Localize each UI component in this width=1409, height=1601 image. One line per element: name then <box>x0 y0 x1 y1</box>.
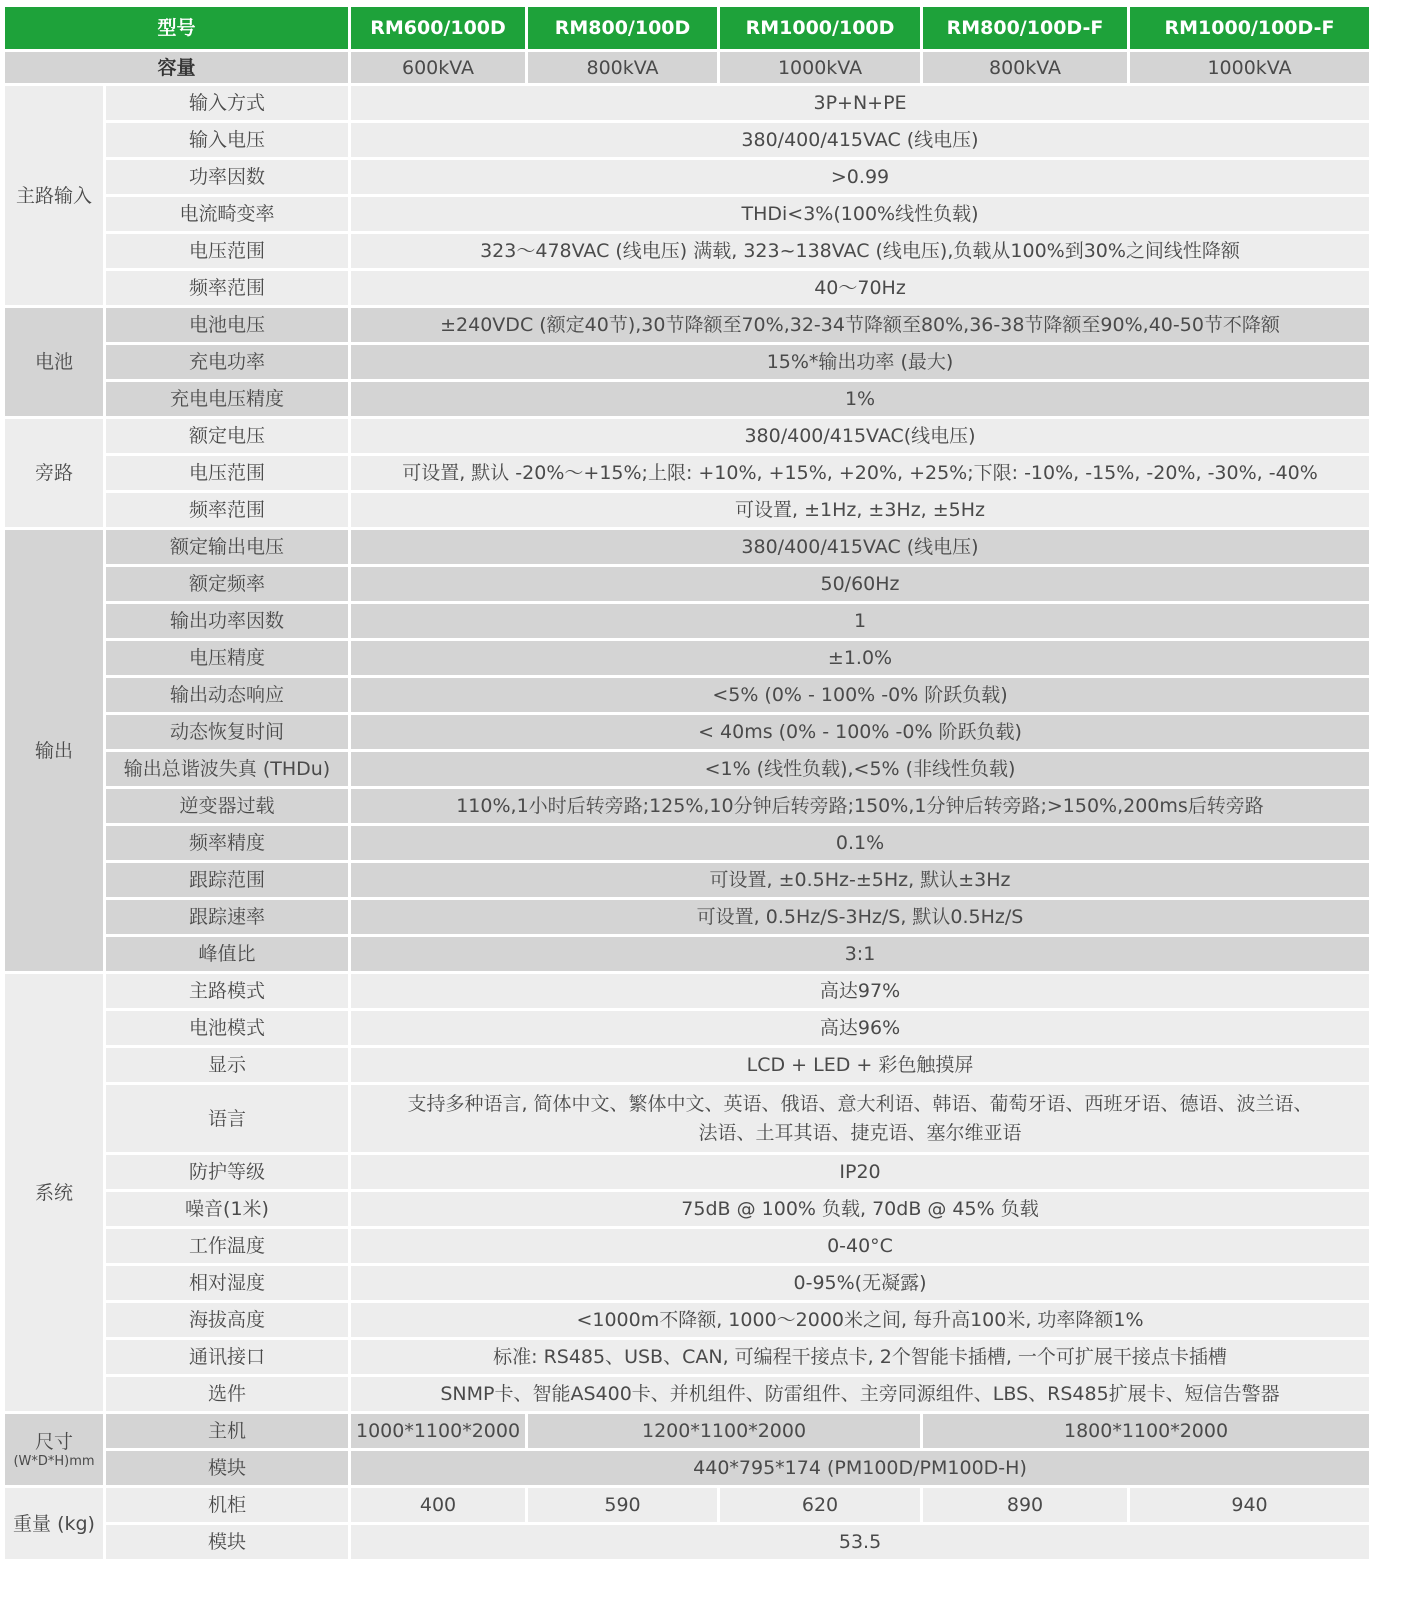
cabinet-weight-value: 590 <box>528 1488 717 1522</box>
spec-value: SNMP卡、智能AS400卡、并机组件、防雷组件、主旁同源组件、LBS、RS485扩展卡、短信告警器 <box>351 1377 1369 1411</box>
spec-row <box>5 123 1369 157</box>
spec-row <box>5 900 1369 934</box>
spec-value: <1000m不降额, 1000～2000米之间, 每升高100米, 功率降额1% <box>351 1303 1369 1337</box>
spec-value: 0.1% <box>351 826 1369 860</box>
language-line-2: 法语、土耳其语、捷克语、塞尔维亚语 <box>698 1121 1022 1144</box>
spec-row <box>5 715 1369 749</box>
spec-label: 功率因数 <box>106 160 348 194</box>
spec-label: 机柜 <box>106 1488 348 1522</box>
spec-label: 输入方式 <box>106 86 348 120</box>
spec-value: 1 <box>351 604 1369 638</box>
spec-row <box>5 382 1369 416</box>
spec-label: 防护等级 <box>106 1155 348 1189</box>
spec-label: 额定电压 <box>106 419 348 453</box>
spec-row <box>5 493 1369 527</box>
spec-row <box>5 1303 1369 1337</box>
model-header-4: RM800/100D-F <box>923 7 1127 49</box>
spec-row <box>5 1266 1369 1300</box>
spec-row <box>5 974 1369 1008</box>
group-label-main-input: 主路输入 <box>5 86 103 305</box>
spec-row <box>5 197 1369 231</box>
spec-label: 电池模式 <box>106 1011 348 1045</box>
spec-value: 标准: RS485、USB、CAN, 可编程干接点卡, 2个智能卡插槽, 一个可扩展干接点卡插槽 <box>351 1340 1369 1374</box>
spec-label: 充电功率 <box>106 345 348 379</box>
spec-row <box>5 1377 1369 1411</box>
group-label-weight: 重量 (kg) <box>5 1488 103 1559</box>
spec-value-language <box>351 1085 1369 1152</box>
capacity-value: 800kVA <box>528 52 717 83</box>
spec-row <box>5 419 1369 453</box>
spec-value: 50/60Hz <box>351 567 1369 601</box>
spec-value: 380/400/415VAC (线电压) <box>351 530 1369 564</box>
spec-label: 额定频率 <box>106 567 348 601</box>
group-label-system: 系统 <box>5 974 103 1411</box>
spec-label: 频率范围 <box>106 493 348 527</box>
spec-label: 频率范围 <box>106 271 348 305</box>
spec-row <box>5 345 1369 379</box>
model-header-1: RM600/100D <box>351 7 525 49</box>
spec-value: 1% <box>351 382 1369 416</box>
group-label-output: 输出 <box>5 530 103 971</box>
model-header-3: RM1000/100D <box>720 7 920 49</box>
spec-table-container <box>5 7 1369 1559</box>
spec-row <box>5 1048 1369 1082</box>
spec-label: 电压范围 <box>106 234 348 268</box>
spec-label: 显示 <box>106 1048 348 1082</box>
spec-value: 15%*输出功率 (最大) <box>351 345 1369 379</box>
spec-value: 0-95%(无凝露) <box>351 1266 1369 1300</box>
spec-row <box>5 234 1369 268</box>
spec-value: 380/400/415VAC(线电压) <box>351 419 1369 453</box>
spec-value: ±240VDC (额定40节),30节降额至70%,32-34节降额至80%,36-38节降额至90%,40-50节不降额 <box>351 308 1369 342</box>
spec-table <box>2 4 1372 1562</box>
spec-row <box>5 604 1369 638</box>
spec-label: 噪音(1米) <box>106 1192 348 1226</box>
spec-row <box>5 86 1369 120</box>
spec-value: <1% (线性负载),<5% (非线性负载) <box>351 752 1369 786</box>
model-header-2: RM800/100D <box>528 7 717 49</box>
weight-cabinet-row <box>5 1488 1369 1522</box>
dimensions-module-row <box>5 1451 1369 1485</box>
spec-value: 323～478VAC (线电压) 满载, 323~138VAC (线电压),负载从100%到30%之间线性降额 <box>351 234 1369 268</box>
spec-label: 电池电压 <box>106 308 348 342</box>
spec-value: 75dB @ 100% 负载, 70dB @ 45% 负载 <box>351 1192 1369 1226</box>
language-line-1: 支持多种语言, 简体中文、繁体中文、英语、俄语、意大利语、韩语、葡萄牙语、西班牙语、德语、波兰语、 <box>407 1092 1313 1115</box>
capacity-value: 1000kVA <box>720 52 920 83</box>
spec-row <box>5 456 1369 490</box>
spec-row <box>5 863 1369 897</box>
spec-label: 选件 <box>106 1377 348 1411</box>
spec-row <box>5 678 1369 712</box>
spec-value: 3:1 <box>351 937 1369 971</box>
spec-value: IP20 <box>351 1155 1369 1189</box>
spec-value: 可设置, ±0.5Hz-±5Hz, 默认±3Hz <box>351 863 1369 897</box>
capacity-row <box>5 52 1369 83</box>
spec-label: 输入电压 <box>106 123 348 157</box>
spec-label: 工作温度 <box>106 1229 348 1263</box>
spec-label: 海拔高度 <box>106 1303 348 1337</box>
spec-row <box>5 1340 1369 1374</box>
spec-row <box>5 1155 1369 1189</box>
spec-row <box>5 1229 1369 1263</box>
spec-value: 40～70Hz <box>351 271 1369 305</box>
spec-value: ±1.0% <box>351 641 1369 675</box>
spec-value: 3P+N+PE <box>351 86 1369 120</box>
spec-row <box>5 160 1369 194</box>
spec-value: <5% (0% - 100% -0% 阶跃负载) <box>351 678 1369 712</box>
spec-label: 峰值比 <box>106 937 348 971</box>
dimensions-host-row <box>5 1414 1369 1448</box>
spec-label: 主机 <box>106 1414 348 1448</box>
spec-value: 可设置, ±1Hz, ±3Hz, ±5Hz <box>351 493 1369 527</box>
spec-value: THDi<3%(100%线性负载) <box>351 197 1369 231</box>
spec-label: 语言 <box>106 1085 348 1152</box>
spec-label: 模块 <box>106 1525 348 1559</box>
capacity-value: 1000kVA <box>1130 52 1369 83</box>
spec-value: LCD + LED + 彩色触摸屏 <box>351 1048 1369 1082</box>
model-header-label: 型号 <box>5 7 348 49</box>
spec-row <box>5 271 1369 305</box>
cabinet-weight-value: 400 <box>351 1488 525 1522</box>
capacity-value: 800kVA <box>923 52 1127 83</box>
spec-row <box>5 1011 1369 1045</box>
spec-label: 动态恢复时间 <box>106 715 348 749</box>
spec-value: 高达96% <box>351 1011 1369 1045</box>
spec-label: 模块 <box>106 1451 348 1485</box>
spec-value: 110%,1小时后转旁路;125%,10分钟后转旁路;150%,1分钟后转旁路;>150%,200ms后转旁路 <box>351 789 1369 823</box>
spec-value: 380/400/415VAC (线电压) <box>351 123 1369 157</box>
dimensions-sublabel: (W*D*H)mm <box>13 1454 95 1469</box>
cabinet-weight-value: 890 <box>923 1488 1127 1522</box>
spec-label: 跟踪速率 <box>106 900 348 934</box>
spec-label: 逆变器过载 <box>106 789 348 823</box>
module-weight-value: 53.5 <box>351 1525 1369 1559</box>
spec-label: 输出动态响应 <box>106 678 348 712</box>
spec-label: 电流畸变率 <box>106 197 348 231</box>
spec-value: 可设置, 默认 -20%～+15%;上限: +10%, +15%, +20%, +25%;下限: -10%, -15%, -20%, -30%, -40% <box>351 456 1369 490</box>
spec-row <box>5 937 1369 971</box>
host-dimension-value: 1000*1100*2000 <box>351 1414 525 1448</box>
spec-value: < 40ms (0% - 100% -0% 阶跃负载) <box>351 715 1369 749</box>
spec-row <box>5 1192 1369 1226</box>
spec-label: 输出总谐波失真 (THDu) <box>106 752 348 786</box>
group-label-battery: 电池 <box>5 308 103 416</box>
spec-label: 电压范围 <box>106 456 348 490</box>
spec-label: 主路模式 <box>106 974 348 1008</box>
spec-value: 高达97% <box>351 974 1369 1008</box>
group-label-bypass: 旁路 <box>5 419 103 527</box>
cabinet-weight-value: 620 <box>720 1488 920 1522</box>
host-dimension-value: 1800*1100*2000 <box>923 1414 1369 1448</box>
spec-row <box>5 308 1369 342</box>
spec-label: 通讯接口 <box>106 1340 348 1374</box>
module-dimension-value: 440*795*174 (PM100D/PM100D-H) <box>351 1451 1369 1485</box>
spec-value: 可设置, 0.5Hz/S-3Hz/S, 默认0.5Hz/S <box>351 900 1369 934</box>
spec-value: >0.99 <box>351 160 1369 194</box>
spec-row <box>5 530 1369 564</box>
spec-label: 频率精度 <box>106 826 348 860</box>
header-row <box>5 7 1369 49</box>
host-dimension-value: 1200*1100*2000 <box>528 1414 920 1448</box>
weight-module-row <box>5 1525 1369 1559</box>
spec-label: 输出功率因数 <box>106 604 348 638</box>
group-label-dimensions <box>5 1414 103 1485</box>
capacity-label: 容量 <box>5 52 348 83</box>
spec-row <box>5 826 1369 860</box>
spec-row <box>5 752 1369 786</box>
spec-label: 额定输出电压 <box>106 530 348 564</box>
spec-row <box>5 789 1369 823</box>
spec-row <box>5 641 1369 675</box>
dimensions-label: 尺寸 <box>34 1431 73 1453</box>
model-header-5: RM1000/100D-F <box>1130 7 1369 49</box>
spec-label: 充电电压精度 <box>106 382 348 416</box>
spec-label: 相对湿度 <box>106 1266 348 1300</box>
spec-row-language <box>5 1085 1369 1152</box>
spec-row <box>5 567 1369 601</box>
cabinet-weight-value: 940 <box>1130 1488 1369 1522</box>
spec-label: 跟踪范围 <box>106 863 348 897</box>
capacity-value: 600kVA <box>351 52 525 83</box>
spec-label: 电压精度 <box>106 641 348 675</box>
spec-value: 0-40°C <box>351 1229 1369 1263</box>
